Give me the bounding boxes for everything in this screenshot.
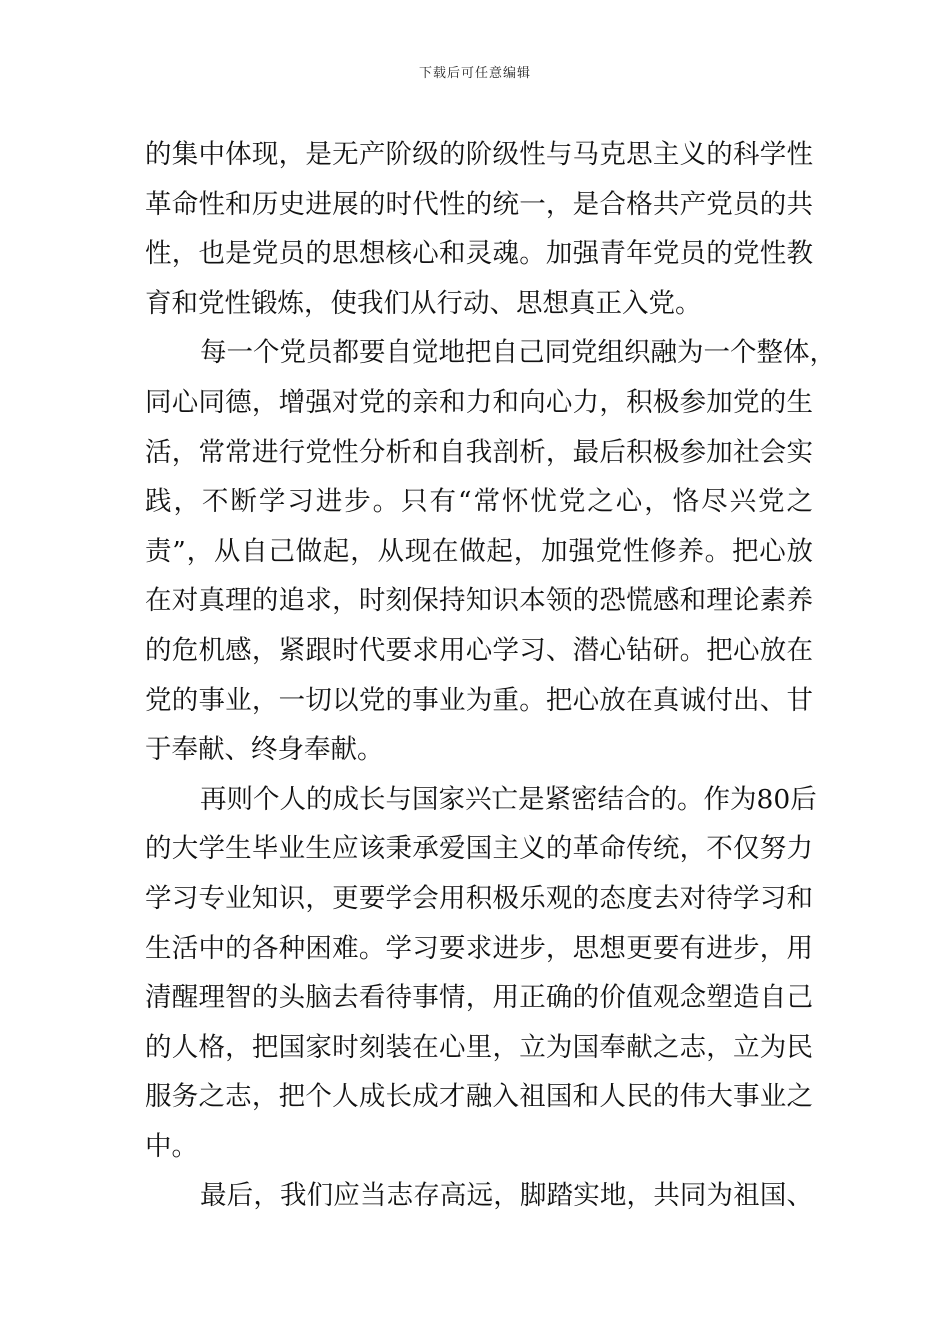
text-line: 再则个人的成长与国家兴亡是紧密结合的。作为80后 bbox=[200, 783, 817, 815]
text-line: 学习专业知识，更要学会用积极乐观的态度去对待学习和 bbox=[145, 882, 813, 914]
text-line: 党的事业，一切以党的事业为重。把心放在真诚付出、甘 bbox=[145, 684, 813, 716]
text-line: 生活中的各种困难。学习要求进步，思想更要有进步，用 bbox=[145, 932, 813, 964]
text-line: 的危机感，紧跟时代要求用心学习、潜心钻研。把心放在 bbox=[145, 634, 813, 666]
text-line: 每一个党员都要自觉地把自己同党组织融为一个整体， bbox=[200, 337, 836, 369]
text-line: 责”，从自己做起，从现在做起，加强党性修养。把心放 bbox=[145, 535, 813, 567]
text-line: 在对真理的追求，时刻保持知识本领的恐慌感和理论素养 bbox=[145, 585, 813, 617]
text-line: 育和党性锻炼，使我们从行动、思想真正入党。 bbox=[145, 287, 702, 319]
document-body bbox=[145, 130, 836, 1221]
text-line: 最后，我们应当志存高远，脚踏实地，共同为祖国、 bbox=[200, 1180, 813, 1212]
text-line: 革命性和历史进展的时代性的统一，是合格共产党员的共 bbox=[145, 188, 813, 220]
text-line: 践，不断学习进步。只有“常怀忧党之心，恪尽兴党之 bbox=[145, 486, 813, 518]
text-line: 同心同德，增强对党的亲和力和向心力，积极参加党的生 bbox=[145, 386, 813, 418]
text-line: 服务之志，把个人成长成才融入祖国和人民的伟大事业之 bbox=[145, 1081, 813, 1113]
text-line: 清醒理智的头脑去看待事情，用正确的价值观念塑造自己 bbox=[145, 982, 813, 1014]
text-line: 于奉献、终身奉献。 bbox=[145, 734, 384, 766]
text-line: 性，也是党员的思想核心和灵魂。加强青年党员的党性教 bbox=[145, 238, 813, 270]
text-line: 中。 bbox=[145, 1130, 198, 1162]
text-line: 的集中体现，是无产阶级的阶级性与马克思主义的科学性 bbox=[145, 139, 813, 170]
page-header: 下载后可任意编辑 bbox=[418, 66, 531, 81]
text-line: 的大学生毕业生应该秉承爱国主义的革命传统，不仅努力 bbox=[145, 833, 813, 865]
text-line: 活，常常进行党性分析和自我剖析，最后积极参加社会实 bbox=[145, 436, 813, 468]
text-line: 的人格，把国家时刻装在心里，立为国奉献之志，立为民 bbox=[145, 1031, 813, 1063]
